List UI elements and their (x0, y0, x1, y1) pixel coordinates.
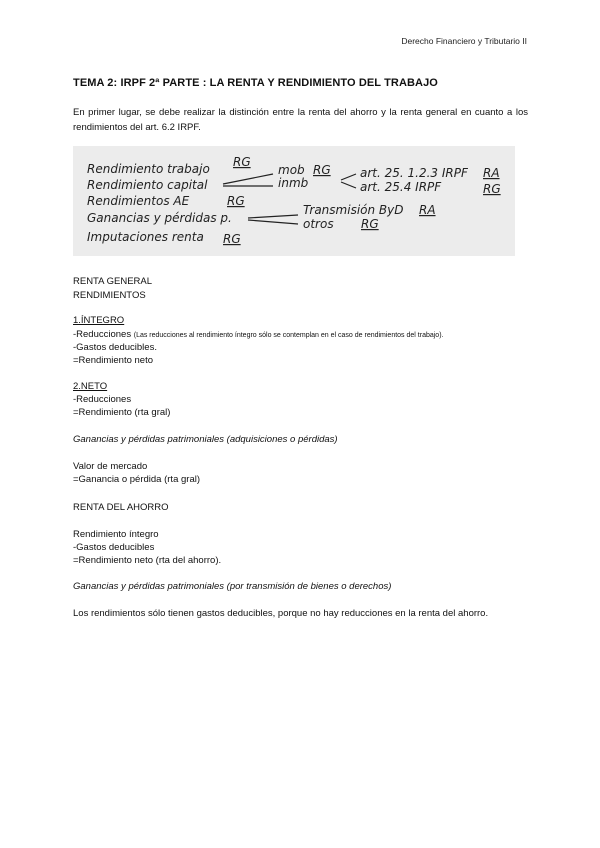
closing-paragraph: Los rendimientos sólo tienen gastos deducibles, porque no hay reducciones en la renta del ahorro. (73, 608, 489, 619)
section-renta-general: RENTA GENERAL (73, 276, 153, 287)
arrow-to-art1 (341, 174, 356, 180)
hw-left-1: Rendimiento trabajo (87, 162, 210, 176)
arrow-to-transmision (248, 215, 298, 218)
hw-rg-3: RG (223, 232, 241, 246)
hw-rg-1: RG (233, 155, 251, 169)
hw-otros: otros (303, 217, 334, 231)
hw-ra-1: RA (483, 166, 500, 180)
ahorro-neto: =Rendimiento neto (rta del ahorro). (73, 555, 222, 566)
integro-reducciones-line (73, 328, 443, 342)
hw-rg-otros: RG (361, 217, 379, 231)
section-renta-ahorro: RENTA DEL AHORRO (73, 502, 169, 513)
subheading-rendimientos: RENDIMIENTOS (73, 290, 146, 301)
reducciones-note: (Las reducciones al rendimiento íntegro sólo se contemplan en el caso de rendimientos del trabajo). (133, 332, 444, 339)
neto-result: =Rendimiento (rta gral) (73, 407, 171, 418)
ahorro-gastos: -Gastos deducibles (73, 542, 155, 553)
ahorro-integro: Rendimiento íntegro (73, 529, 159, 540)
neto-reducciones: -Reducciones (73, 394, 132, 405)
hw-art1: art. 25. 1.2.3 IRPF (360, 166, 468, 180)
hw-left-3: Rendimientos AE (87, 194, 190, 208)
handwritten-notes-image (73, 146, 515, 256)
valor-mercado: Valor de mercado (73, 461, 148, 472)
hw-rg-2: RG (227, 194, 245, 208)
hw-inmb: inmb (278, 176, 309, 190)
arrow-to-otros (248, 220, 298, 224)
integro-gastos: -Gastos deducibles. (73, 342, 157, 353)
integro-reducciones: -Reducciones (73, 329, 132, 340)
hw-ra-2: RA (419, 203, 436, 217)
neto-title: 2.NETO (73, 381, 108, 392)
hw-art2: art. 25.4 IRPF (360, 180, 442, 194)
hw-left-2: Rendimiento capital (87, 178, 208, 192)
ganancia-result: =Ganancia o pérdida (rta gral) (73, 474, 201, 485)
hw-left-4: Ganancias y pérdidas p. (87, 211, 232, 225)
arrow-to-art2 (341, 182, 356, 188)
arrow-to-mob (223, 174, 273, 184)
ganancias-ahorro-title: Ganancias y pérdidas patrimoniales (por transmisión de bienes o derechos) (73, 581, 392, 592)
hw-rg-art2: RG (483, 182, 501, 196)
hw-left-5: Imputaciones renta (87, 230, 204, 244)
hw-rg-mob: RG (313, 163, 331, 177)
intro-paragraph: En primer lugar, se debe realizar la distinción entre la renta del ahorro y la renta general en cuanto a los rendimientos del art. 6.2 IRPF. (73, 107, 528, 133)
hw-mob: mob (278, 163, 305, 177)
header-course: Derecho Financiero y Tributario II (401, 36, 527, 46)
ganancias-general-title: Ganancias y pérdidas patrimoniales (adquisiciones o pérdidas) (73, 434, 338, 445)
hw-transmision: Transmisión ByD (303, 203, 404, 217)
handwritten-diagram (73, 146, 515, 256)
integro-rend-neto: =Rendimiento neto (73, 355, 154, 366)
page-title: TEMA 2: IRPF 2ª PARTE : LA RENTA Y RENDIMIENTO DEL TRABAJO (73, 77, 438, 89)
integro-title: 1.ÍNTEGRO (73, 315, 125, 326)
